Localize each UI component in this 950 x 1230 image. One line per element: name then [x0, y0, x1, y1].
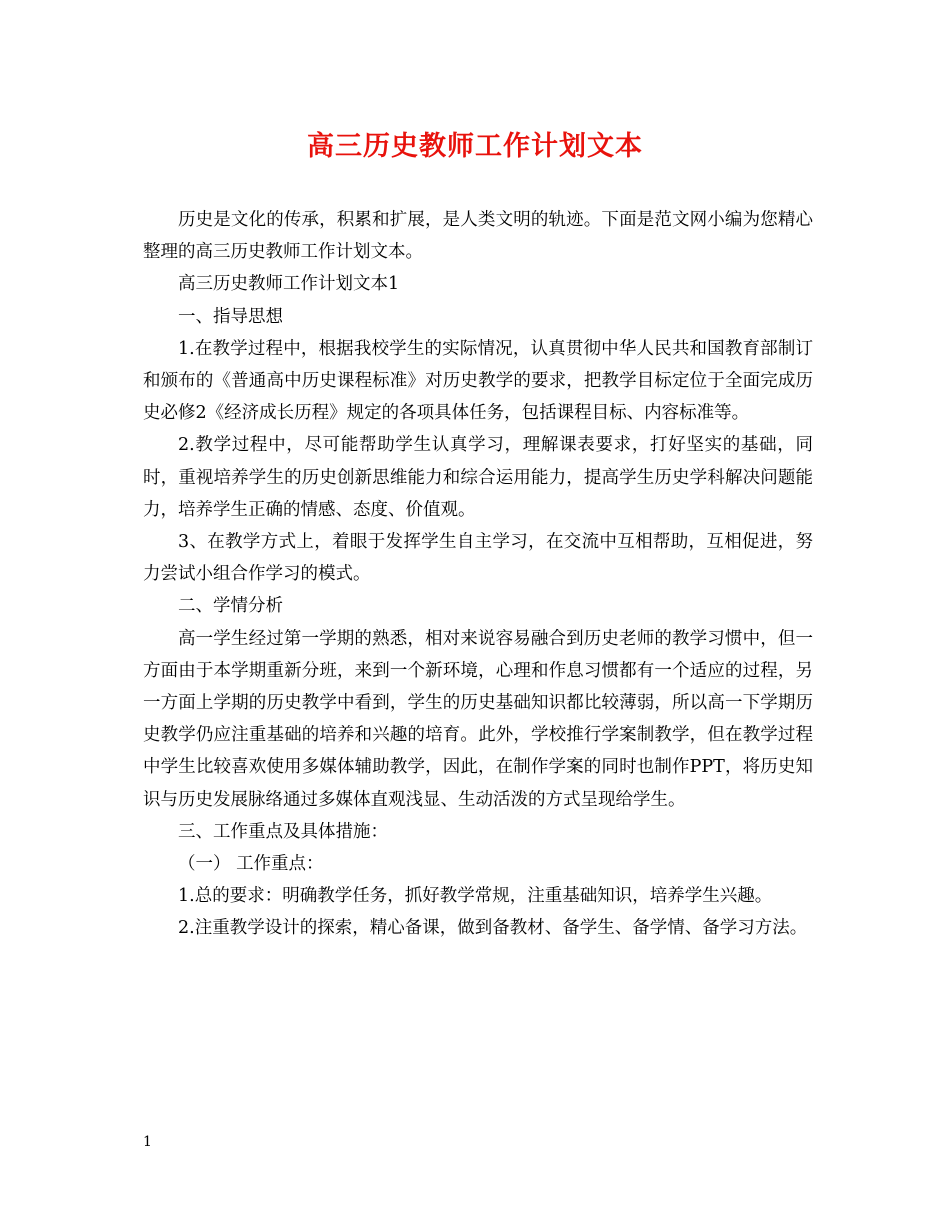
subheading-work-focus: （一） 工作重点： [178, 854, 324, 875]
section-heading-plan-1: 高三历史教师工作计划文本1 [178, 274, 400, 295]
paragraph-focus-2: 2.注重教学设计的探索，精心备课，做到备教材、备学生、备学情、备学习方法。 [178, 918, 808, 939]
paragraph-item-3: 3、在教学方式上，着眼于发挥学生自主学习，在交流中互相帮助，互相促进，努力尝试小组合作学习的模式。 [143, 532, 813, 585]
paragraph-item-1: 1.在教学过程中，根据我校学生的实际情况，认真贯彻中华人民共和国教育部制订和颁布的《普通高中历史课程标准》对历史教学的要求，把教学目标定位于全面完成历史必修2《经济成长历程》规定的各项具体任务，包括课程目标、内容标准等。 [143, 338, 813, 424]
intro-paragraph: 历史是文化的传承，积累和扩展，是人类文明的轨迹。下面是范文网小编为您精心整理的高三历史教师工作计划文本。 [143, 210, 813, 263]
paragraph-student-analysis: 高一学生经过第一学期的熟悉，相对来说容易融合到历史老师的教学习惯中，但一方面由于本学期重新分班，来到一个新环境，心理和作息习惯都有一个适应的过程，另一方面上学期的历史教学中看到，学生的历史基础知识都比较薄弱，所以高一下学期历史教学仍应注重基础的培养和兴趣的培育。此外，学校推行学案制教学，但在教学过程中学生比较喜欢使用多媒体辅助教学，因此，在制作学案的同时也制作PPT，将历史知识与历史发展脉络通过多媒体直观浅显、生动活泼的方式呈现给学生。 [143, 628, 813, 810]
page-number: 1 [143, 1134, 152, 1150]
heading-guiding-ideology: 一、指导思想 [178, 306, 283, 327]
heading-work-focus: 三、工作重点及具体措施： [178, 821, 388, 842]
paragraph-item-2: 2.教学过程中，尽可能帮助学生认真学习，理解课表要求，打好坚实的基础，同时，重视培养学生的历史创新思维能力和综合运用能力，提高学生历史学科解决问题能力，培养学生正确的情感、态度、价值观。 [143, 435, 813, 520]
document-body [143, 204, 813, 945]
paragraph-focus-1: 1.总的要求：明确教学任务，抓好教学常规，注重基础知识，培养学生兴趣。 [178, 886, 773, 907]
document-title: 高三历史教师工作计划文本 [307, 131, 643, 162]
heading-student-analysis: 二、学情分析 [178, 596, 283, 617]
